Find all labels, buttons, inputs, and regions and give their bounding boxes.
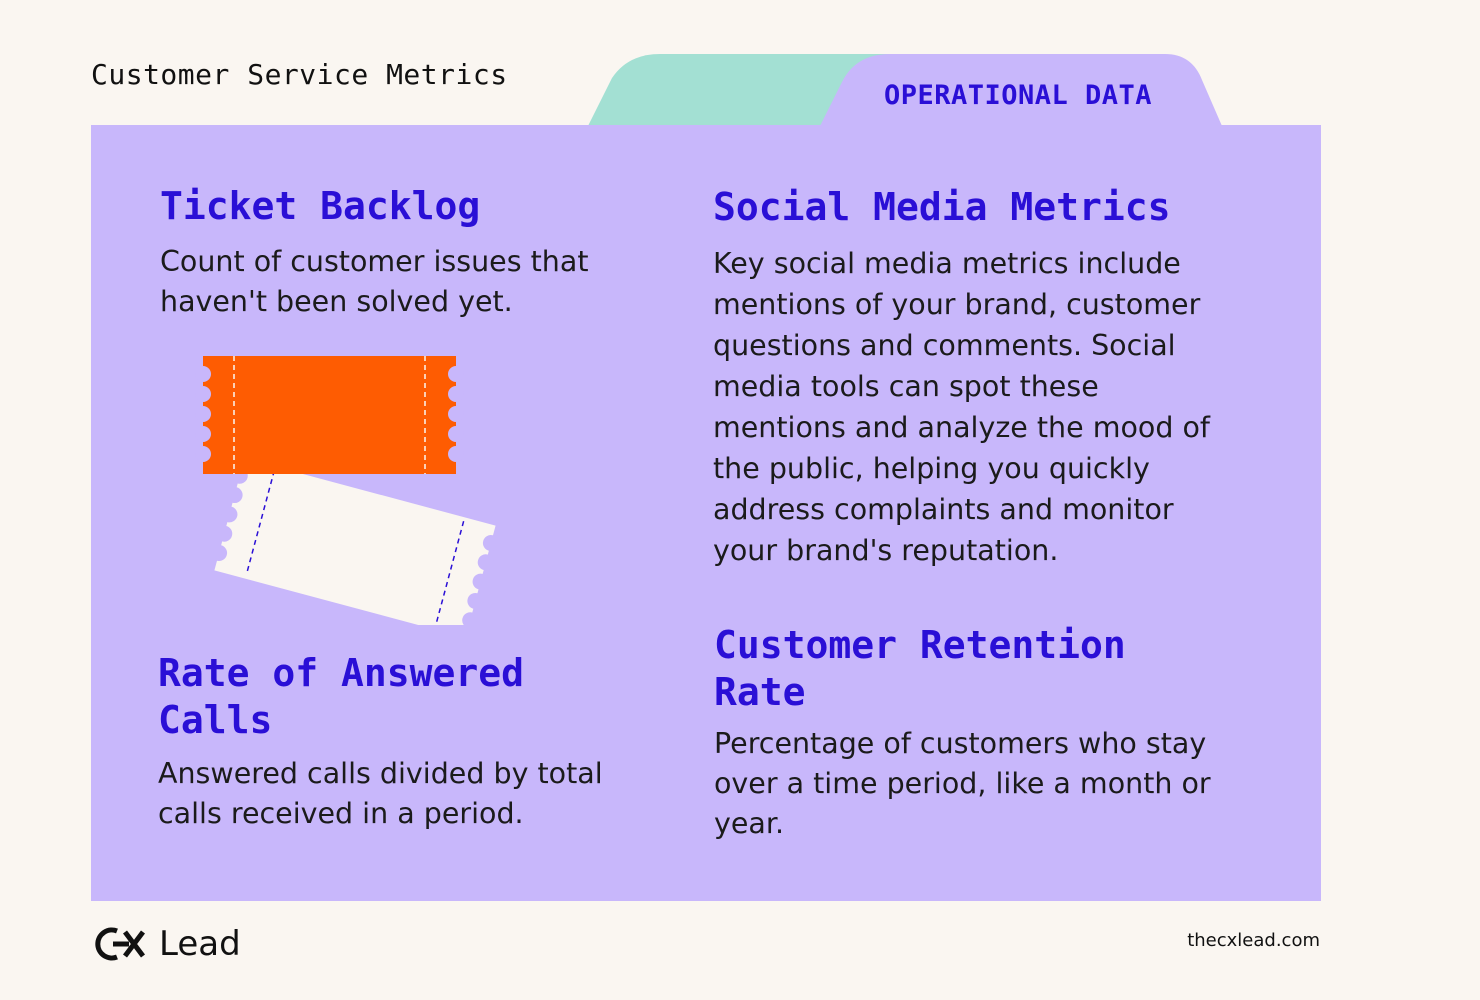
section-title: Ticket Backlog	[160, 184, 481, 228]
section-body: Count of customer issues that haven't been solved yet.	[160, 245, 589, 318]
section-body: Key social media metrics include mentions of your brand, customer questions and comments. Social media tools can spot these mentions and analyze the mood of the public, helping you quickly address complaints and monitor your brand's reputation.	[713, 247, 1210, 567]
cx-logo-icon	[91, 924, 149, 964]
section-title: Customer Retention Rate	[714, 623, 1126, 714]
site-url[interactable]: thecxlead.com	[1187, 930, 1320, 951]
folder-tabs	[0, 0, 1480, 130]
section-title: Rate of Answered Calls	[158, 651, 525, 742]
section-body: Answered calls divided by total calls received in a period.	[158, 757, 603, 830]
page-heading: Customer Service Metrics	[91, 58, 508, 91]
section-ticket-backlog	[160, 183, 630, 322]
cx-lead-logo	[91, 922, 241, 966]
section-rate-of-answered-calls	[158, 650, 638, 834]
tab-operational-data[interactable]: OPERATIONAL DATA	[883, 80, 1153, 111]
section-title: Social Media Metrics	[713, 185, 1171, 229]
ticket-stack-icon	[195, 350, 515, 625]
logo-text: Lead	[159, 924, 241, 964]
section-customer-retention-rate	[714, 622, 1214, 844]
white-ticket	[207, 456, 504, 625]
section-social-media-metrics	[713, 184, 1233, 571]
orange-ticket	[195, 356, 464, 474]
section-body: Percentage of customers who stay over a time period, like a month or year.	[714, 727, 1211, 840]
